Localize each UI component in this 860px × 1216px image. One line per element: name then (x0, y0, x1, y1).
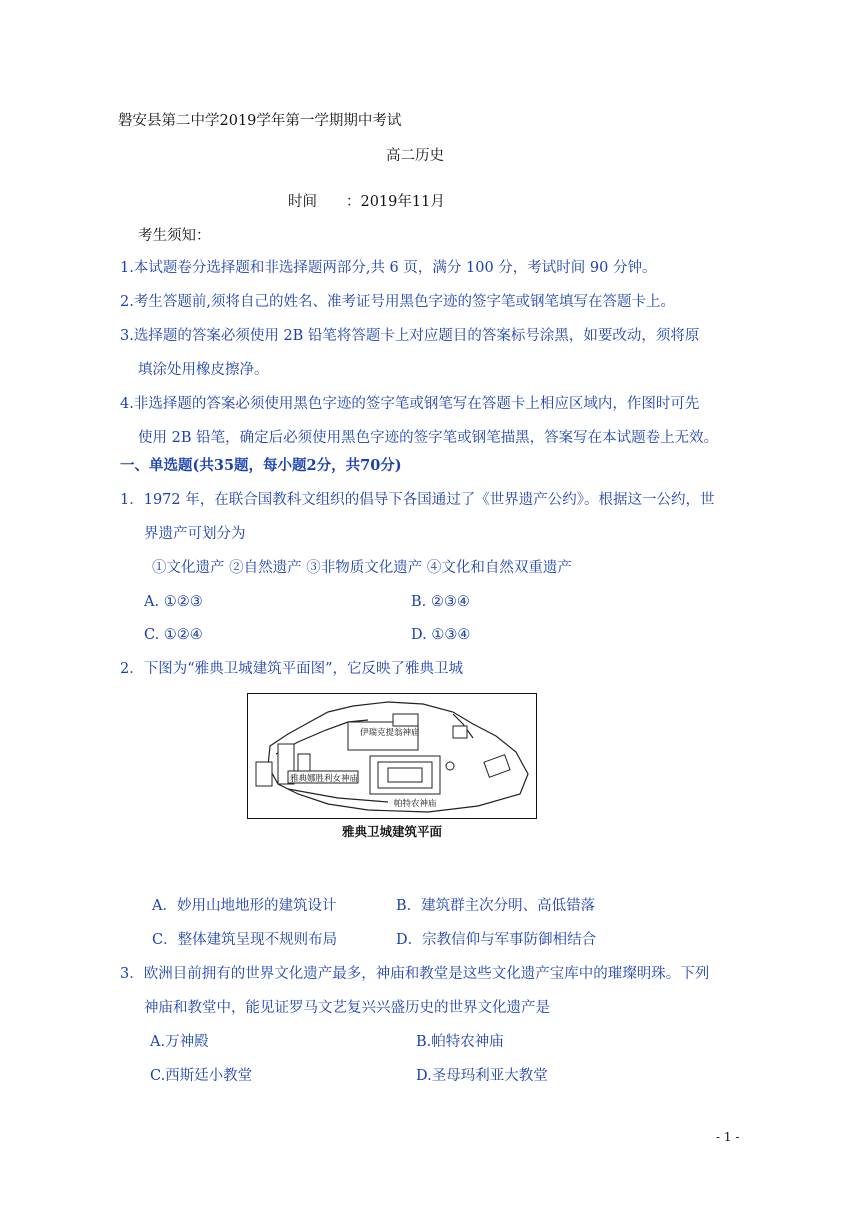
subject-title: 高二历史 (386, 148, 444, 164)
label-nike-temple: 雅典娜胜利女神庙 (290, 774, 359, 784)
label-parthenon: 帕特农神庙 (394, 799, 437, 809)
q3-option-c[interactable]: C.西斯廷小教堂 (150, 1068, 253, 1084)
q2-option-b[interactable]: B．建筑群主次分明、高低错落 (396, 898, 596, 914)
q1-option-a[interactable]: A. ①②③ (144, 594, 203, 610)
page-number: - 1 - (716, 1130, 740, 1144)
q2-option-d[interactable]: D．宗教信仰与军事防御相结合 (396, 932, 597, 948)
q2-option-c[interactable]: C．整体建筑呈现不规则布局 (152, 932, 338, 948)
q2-stem: 2．下图为“雅典卫城建筑平面图”，它反映了雅典卫城 (120, 661, 464, 677)
exam-time: 时间 ：2019年11月 (288, 194, 445, 210)
school-exam-title: 磐安县第二中学2019学年第一学期期中考试 (118, 113, 402, 129)
label-erechtheion: 伊瑞克提翁神庙 (360, 728, 420, 738)
q3-option-d[interactable]: D.圣母玛利亚大教堂 (416, 1068, 548, 1084)
q1-option-d[interactable]: D. ①③④ (411, 627, 471, 643)
section-title: 一、单选题(共35题，每小题2分，共70分) (120, 457, 402, 474)
q3-option-b[interactable]: B.帕特农神庙 (416, 1034, 504, 1050)
acropolis-plan-figure (247, 693, 537, 819)
q1-option-c[interactable]: C. ①②④ (144, 627, 203, 643)
acropolis-plan-drawing (248, 694, 536, 818)
q2-option-a[interactable]: A．妙用山地地形的建筑设计 (152, 898, 337, 914)
notice-item: 1.本试题卷分选择题和非选择题两部分,共 6 页，满分 100 分，考试时间 90 分钟。 (120, 260, 657, 276)
notice-item: 4.非选择题的答案必须使用黑色字迹的签字笔或钢笔写在答题卡上相应区域内，作图时可先 (120, 396, 700, 412)
notice-item: 使用 2B 铅笔，确定后必须使用黑色字迹的签字笔或钢笔描黑，答案写在本试题卷上无效。 (138, 430, 719, 446)
q3-stem-cont: 神庙和教堂中，能见证罗马文艺复兴兴盛历史的世界文化遗产是 (144, 1000, 550, 1016)
notice-item: 3.选择题的答案必须使用 2B 铅笔将答题卡上对应题目的答案标号涂黑，如要改动，须将原 (120, 328, 700, 344)
q1-option-b[interactable]: B. ②③④ (411, 594, 470, 610)
q1-stem: 1．1972 年，在联合国教科文组织的倡导下各国通过了《世界遗产公约》。根据这一公约，世 (120, 492, 715, 508)
notice-title: 考生须知： (138, 228, 211, 244)
figure-caption: 雅典卫城建筑平面 (341, 824, 442, 839)
q3-option-a[interactable]: A.万神殿 (150, 1034, 209, 1050)
notice-item: 填涂处用橡皮擦净。 (138, 362, 269, 378)
q1-stem-cont: 界遗产可划分为 (144, 526, 246, 542)
notice-item: 2.考生答题前,须将自己的姓名、准考证号用黑色字迹的签字笔或钢笔填写在答题卡上。 (120, 294, 675, 310)
q3-stem: 3．欧洲目前拥有的世界文化遗产最多，神庙和教堂是这些文化遗产宝库中的璀璨明珠。下列 (120, 966, 710, 982)
q1-items: ①文化遗产 ②自然遗产 ③非物质文化遗产 ④文化和自然双重遗产 (152, 560, 572, 576)
